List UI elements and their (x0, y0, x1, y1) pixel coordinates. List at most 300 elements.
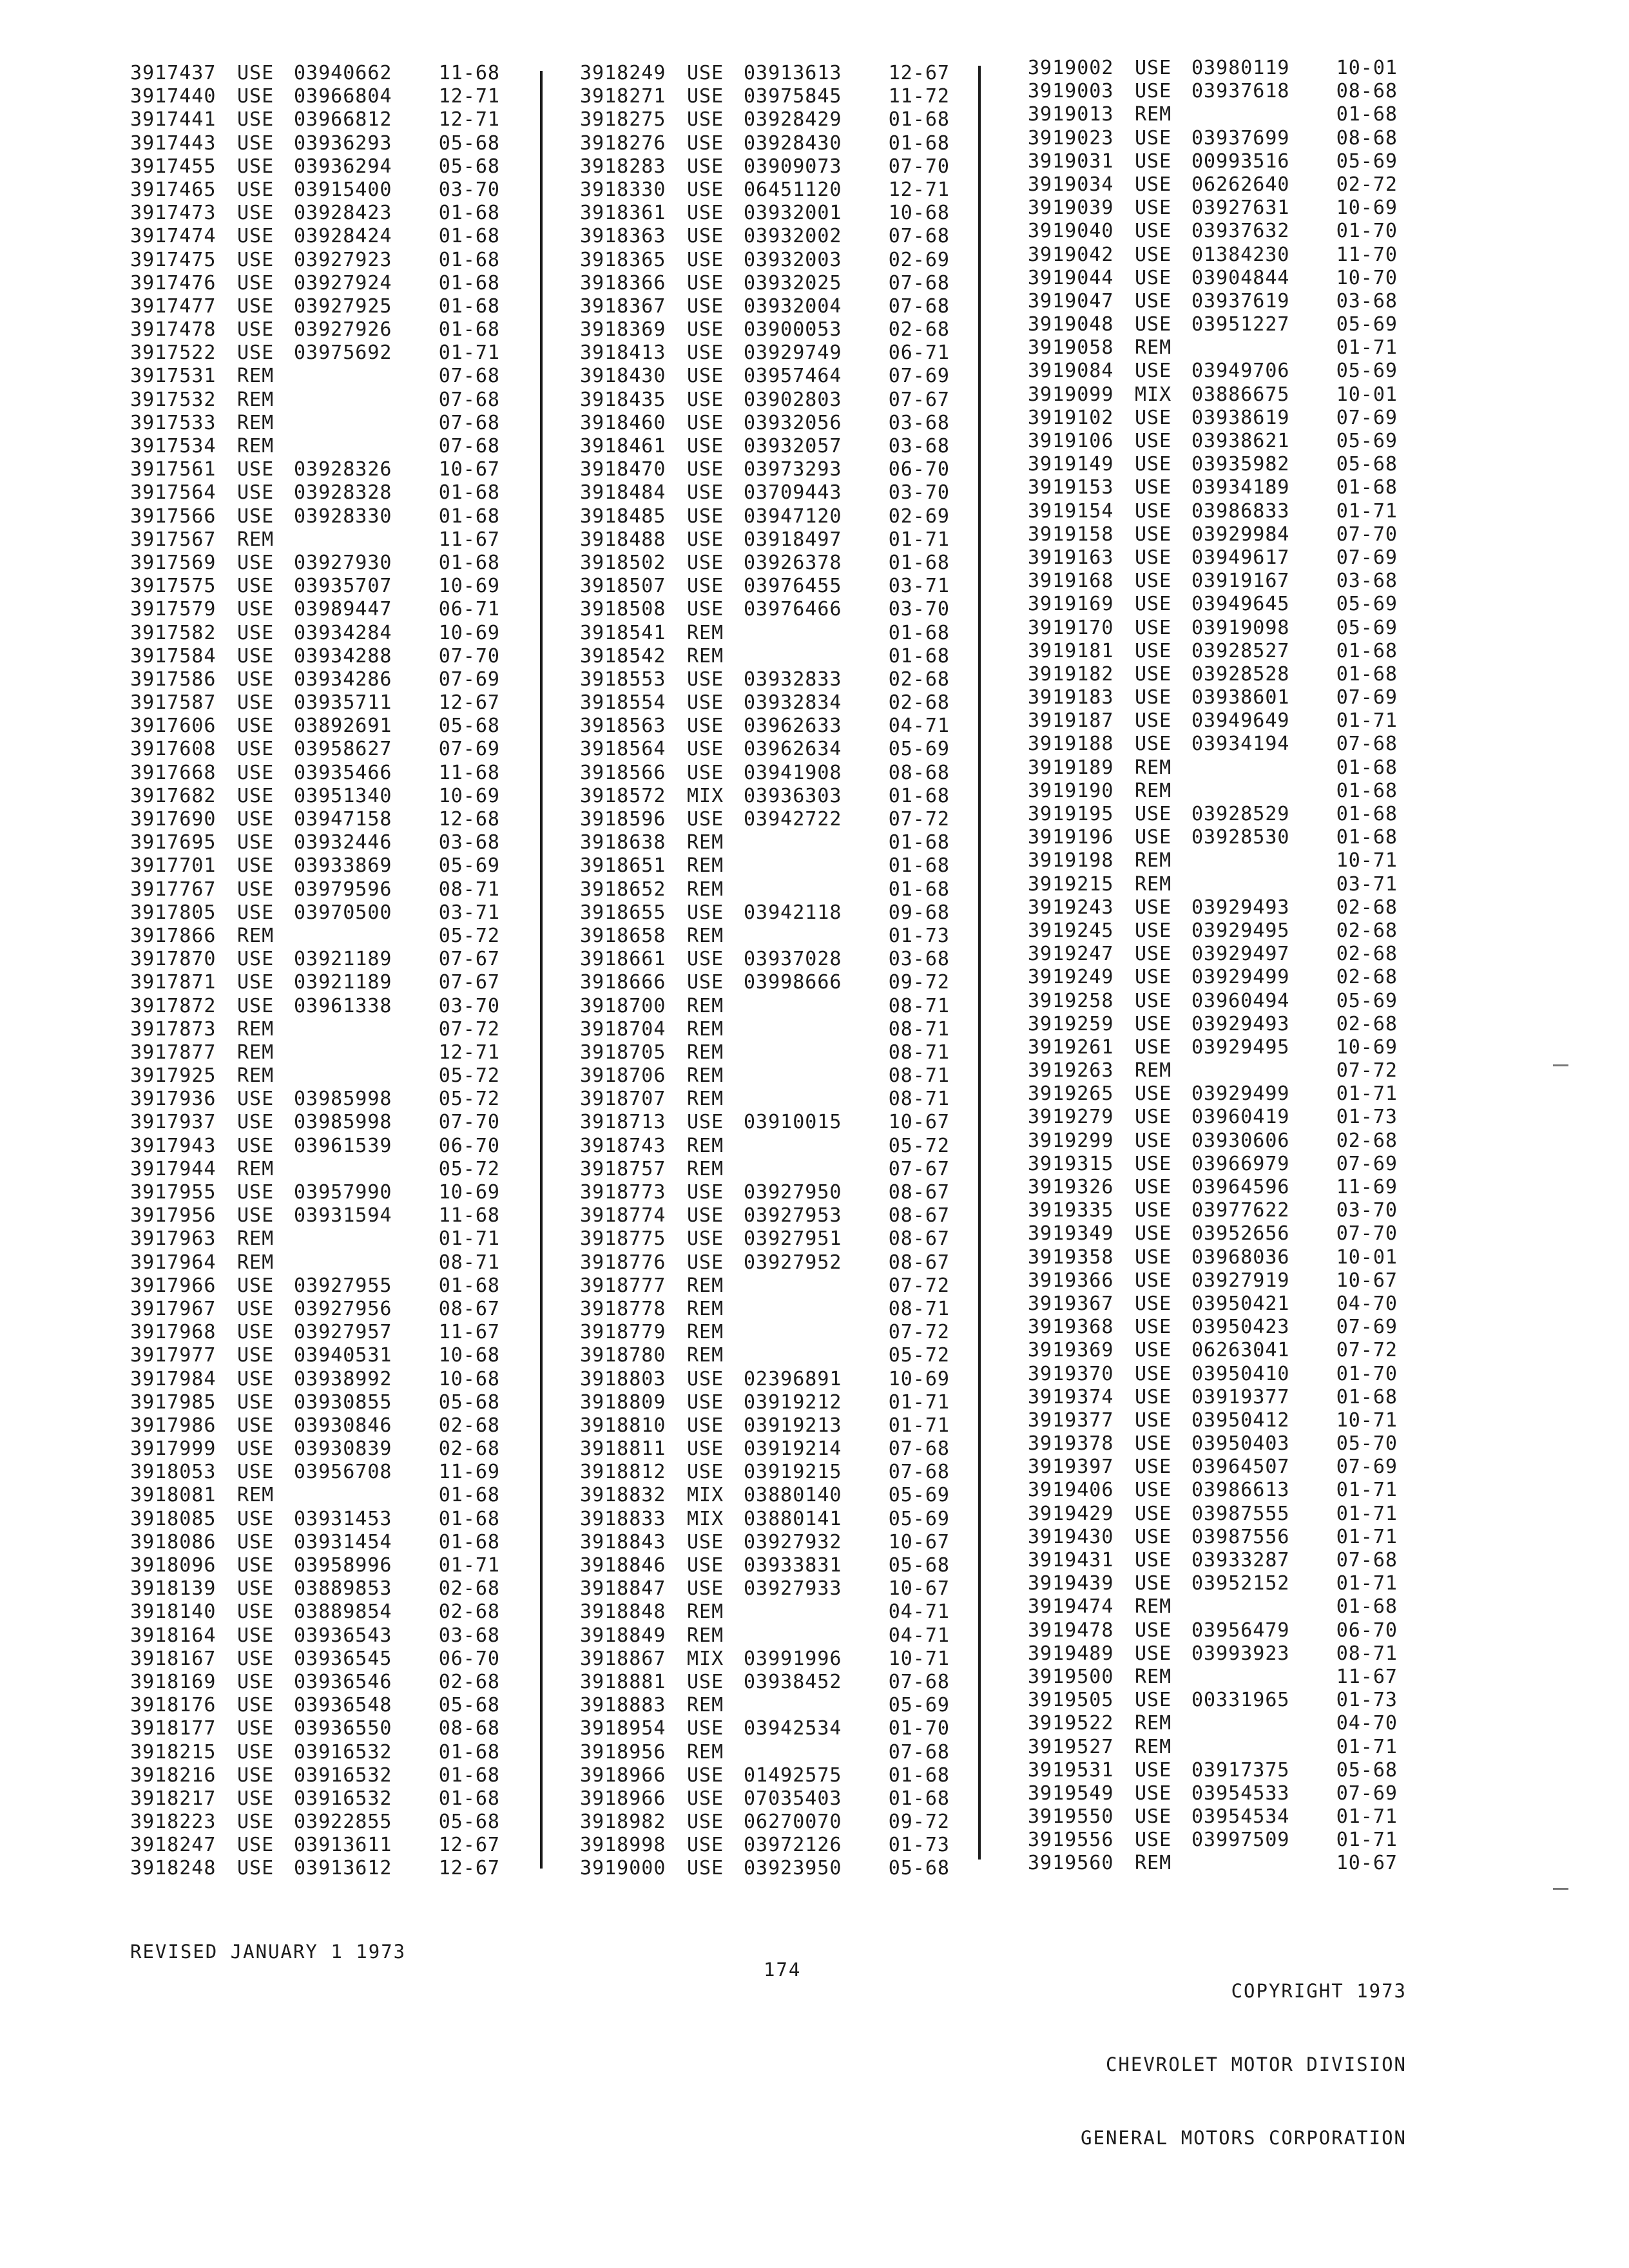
effective-date: 07-72 (888, 1274, 950, 1297)
replacement-part-number: 03928326 (294, 458, 392, 481)
action-code: USE (1135, 943, 1172, 966)
effective-date: 08-71 (1336, 1642, 1398, 1665)
parts-column-1 (130, 62, 543, 1881)
replacement-part-number: 03928529 (1191, 803, 1290, 825)
effective-date: 05-69 (438, 854, 500, 878)
action-code: USE (1135, 1782, 1172, 1805)
part-number: 3919368 (1028, 1316, 1114, 1339)
action-code: USE (237, 1857, 275, 1880)
table-row (130, 1158, 543, 1181)
action-code: REM (237, 411, 275, 434)
replacement-part-number: 03892691 (294, 715, 392, 738)
effective-date: 04-70 (1336, 1292, 1398, 1315)
effective-date: 10-69 (1336, 197, 1398, 220)
part-number: 3917871 (130, 971, 217, 994)
table-row (580, 318, 992, 341)
part-number: 3919182 (1028, 662, 1114, 686)
column-divider (540, 71, 543, 1869)
effective-date: 05-68 (438, 1390, 500, 1414)
table-row (580, 878, 992, 901)
table-row (580, 1834, 992, 1857)
replacement-part-number: 03956479 (1191, 1619, 1290, 1642)
part-number: 3917967 (130, 1297, 217, 1320)
action-code: REM (687, 1600, 724, 1624)
replacement-part-number: 03927923 (294, 248, 392, 271)
replacement-part-number: 03927952 (744, 1251, 842, 1274)
part-number: 3919195 (1028, 803, 1114, 825)
table-row (130, 155, 543, 178)
replacement-part-number: 03950403 (1191, 1432, 1290, 1456)
table-row (580, 1181, 992, 1204)
action-code: USE (687, 1437, 724, 1461)
part-number: 3919549 (1028, 1782, 1114, 1805)
part-number: 3919003 (1028, 80, 1114, 103)
action-code: USE (1135, 639, 1172, 662)
part-number: 3919374 (1028, 1385, 1114, 1408)
table-row (1028, 1595, 1440, 1619)
effective-date: 04-71 (888, 1624, 950, 1647)
part-number: 3919265 (1028, 1082, 1114, 1106)
table-row (580, 622, 992, 645)
effective-date: 02-68 (888, 691, 950, 715)
effective-date: 04-71 (888, 715, 950, 738)
part-number: 3919099 (1028, 383, 1114, 406)
action-code: USE (237, 202, 275, 225)
table-row (580, 1204, 992, 1227)
table-row (130, 1600, 543, 1624)
action-code: USE (1135, 662, 1172, 686)
replacement-part-number: 03927924 (294, 271, 392, 294)
effective-date: 01-68 (438, 1274, 500, 1297)
part-number: 3917690 (130, 808, 217, 831)
effective-date: 04-71 (888, 1600, 950, 1624)
replacement-part-number: 03937618 (1191, 80, 1290, 103)
table-row (130, 1227, 543, 1251)
effective-date: 05-69 (1336, 430, 1398, 452)
effective-date: 07-67 (888, 1157, 950, 1180)
part-number: 3919031 (1028, 149, 1114, 173)
table-row (1028, 593, 1440, 616)
action-code: USE (237, 1134, 275, 1157)
table-row (1028, 1293, 1440, 1316)
part-number: 3917873 (130, 1017, 217, 1041)
table-row (580, 575, 992, 598)
action-code: USE (237, 1717, 275, 1740)
table-row (580, 1414, 992, 1437)
replacement-part-number: 03928424 (294, 225, 392, 248)
action-code: USE (237, 294, 275, 318)
replacement-part-number: 03927957 (294, 1321, 392, 1344)
replacement-part-number: 03709443 (744, 481, 842, 505)
part-number: 3918485 (580, 505, 666, 528)
action-code: REM (1135, 1059, 1172, 1082)
effective-date: 05-72 (888, 1344, 950, 1367)
effective-date: 01-71 (888, 528, 950, 551)
action-code: USE (1135, 1176, 1172, 1198)
table-row (130, 202, 543, 225)
action-code: USE (1135, 1385, 1172, 1408)
table-row (580, 1064, 992, 1088)
action-code: USE (237, 784, 275, 807)
effective-date: 01-71 (1336, 1525, 1398, 1548)
table-row (1028, 336, 1440, 360)
table-row (130, 1181, 543, 1204)
part-number: 3917533 (130, 411, 217, 434)
part-number: 3919023 (1028, 126, 1114, 149)
table-row (130, 925, 543, 948)
table-row (580, 155, 992, 178)
table-row (130, 785, 543, 808)
effective-date: 10-67 (888, 1577, 950, 1600)
part-number: 3919215 (1028, 872, 1114, 896)
action-code: USE (237, 715, 275, 738)
replacement-part-number: 03922855 (294, 1811, 392, 1834)
table-row (1028, 1549, 1440, 1572)
table-row (580, 1694, 992, 1717)
action-code: REM (1135, 1595, 1172, 1619)
table-row (1028, 1572, 1440, 1595)
effective-date: 08-68 (1336, 126, 1398, 149)
part-number: 3917586 (130, 668, 217, 691)
action-code: USE (687, 62, 724, 84)
action-code: REM (687, 1694, 724, 1717)
action-code: USE (1135, 966, 1172, 989)
action-code: USE (687, 202, 724, 225)
part-number: 3917606 (130, 715, 217, 738)
effective-date: 05-72 (438, 1064, 500, 1088)
effective-date: 05-68 (888, 1554, 950, 1577)
part-number: 3918596 (580, 808, 666, 831)
effective-date: 08-71 (888, 994, 950, 1017)
table-row (1028, 57, 1440, 80)
effective-date: 06-70 (888, 458, 950, 481)
part-number: 3918502 (580, 551, 666, 574)
table-row (580, 132, 992, 155)
effective-date: 05-72 (438, 1157, 500, 1180)
action-code: REM (237, 1041, 275, 1064)
part-number: 3917531 (130, 365, 217, 388)
action-code: USE (1135, 1152, 1172, 1175)
action-code: USE (237, 225, 275, 248)
table-row (130, 1741, 543, 1764)
effective-date: 01-71 (1336, 1572, 1398, 1595)
action-code: REM (237, 528, 275, 551)
margin-mark (1553, 1888, 1568, 1890)
action-code: USE (687, 1390, 724, 1414)
action-code: USE (1135, 919, 1172, 942)
part-number: 3917532 (130, 388, 217, 411)
replacement-part-number: 03933831 (744, 1554, 842, 1577)
replacement-part-number: 03930855 (294, 1390, 392, 1414)
action-code: USE (1135, 1619, 1172, 1642)
effective-date: 12-67 (438, 691, 500, 715)
table-row (1028, 290, 1440, 313)
replacement-part-number: 03928328 (294, 481, 392, 505)
effective-date: 03-70 (438, 994, 500, 1017)
effective-date: 03-71 (1336, 872, 1398, 896)
table-row (1028, 896, 1440, 919)
part-number: 3918956 (580, 1740, 666, 1763)
action-code: USE (687, 1670, 724, 1693)
part-number: 3919358 (1028, 1245, 1114, 1269)
action-code: USE (687, 715, 724, 738)
table-row (130, 1251, 543, 1274)
replacement-part-number: 03940531 (294, 1344, 392, 1367)
action-code: REM (237, 365, 275, 388)
effective-date: 10-69 (1336, 1035, 1398, 1059)
replacement-part-number: 03986613 (1191, 1479, 1290, 1502)
effective-date: 05-72 (438, 924, 500, 947)
action-code: USE (237, 994, 275, 1017)
part-number: 3918707 (580, 1088, 666, 1111)
part-number: 3918081 (130, 1484, 217, 1507)
effective-date: 01-68 (438, 294, 500, 318)
replacement-part-number: 03997509 (1191, 1829, 1290, 1852)
action-code: REM (237, 435, 275, 457)
replacement-part-number: 03932004 (744, 294, 842, 318)
action-code: USE (1135, 1269, 1172, 1292)
table-row (130, 1577, 543, 1600)
part-number: 3918966 (580, 1763, 666, 1787)
effective-date: 07-68 (888, 1461, 950, 1484)
part-number: 3917966 (130, 1274, 217, 1297)
part-number: 3919326 (1028, 1176, 1114, 1198)
effective-date: 07-68 (438, 365, 500, 388)
table-row (580, 178, 992, 202)
replacement-part-number: 03951340 (294, 784, 392, 807)
replacement-part-number: 03919167 (1191, 570, 1290, 593)
part-number: 3918140 (130, 1600, 217, 1624)
action-code: USE (1135, 289, 1172, 312)
effective-date: 05-69 (1336, 313, 1398, 336)
action-code: USE (1135, 453, 1172, 476)
action-code: USE (237, 108, 275, 131)
replacement-part-number: 03976466 (744, 598, 842, 621)
table-row (1028, 990, 1440, 1013)
action-code: USE (1135, 826, 1172, 849)
replacement-part-number: 03991996 (744, 1647, 842, 1670)
action-code: USE (237, 1111, 275, 1134)
part-number: 3919369 (1028, 1339, 1114, 1362)
effective-date: 02-68 (888, 318, 950, 341)
part-number: 3917955 (130, 1181, 217, 1204)
effective-date: 07-68 (888, 225, 950, 248)
part-number: 3917522 (130, 341, 217, 365)
replacement-part-number: 03958996 (294, 1554, 392, 1577)
part-number: 3917608 (130, 738, 217, 761)
replacement-part-number: 03919212 (744, 1390, 842, 1414)
table-row (1028, 943, 1440, 966)
effective-date: 10-67 (438, 458, 500, 481)
part-number: 3918541 (580, 621, 666, 644)
part-number: 3918554 (580, 691, 666, 715)
replacement-part-number: 03973293 (744, 458, 842, 481)
part-number: 3919168 (1028, 570, 1114, 593)
action-code: REM (1135, 1852, 1172, 1875)
part-number: 3919040 (1028, 220, 1114, 243)
effective-date: 02-68 (438, 1670, 500, 1693)
replacement-part-number: 03913612 (294, 1857, 392, 1880)
effective-date: 02-68 (1336, 896, 1398, 919)
part-number: 3918542 (580, 644, 666, 668)
action-code: USE (237, 1414, 275, 1437)
action-code: USE (237, 901, 275, 924)
effective-date: 01-68 (888, 784, 950, 807)
part-number: 3918365 (580, 248, 666, 271)
part-number: 3919439 (1028, 1572, 1114, 1595)
replacement-part-number: 03932057 (744, 435, 842, 457)
part-number: 3918809 (580, 1390, 666, 1414)
replacement-part-number: 03928423 (294, 202, 392, 225)
effective-date: 12-67 (438, 1834, 500, 1857)
effective-date: 09-68 (888, 901, 950, 924)
replacement-part-number: 03975845 (744, 85, 842, 108)
replacement-part-number: 03934284 (294, 621, 392, 644)
part-number: 3918271 (580, 85, 666, 108)
effective-date: 10-67 (1336, 1269, 1398, 1292)
replacement-part-number: 03966812 (294, 108, 392, 131)
action-code: USE (687, 505, 724, 528)
effective-date: 06-70 (438, 1134, 500, 1157)
table-row (580, 1484, 992, 1507)
replacement-part-number: 03932446 (294, 831, 392, 854)
table-row (1028, 1432, 1440, 1456)
table-row (130, 1368, 543, 1391)
part-number: 3918743 (580, 1134, 666, 1157)
effective-date: 08-67 (888, 1204, 950, 1227)
replacement-part-number: 03929499 (1191, 1082, 1290, 1106)
replacement-part-number: 03942118 (744, 901, 842, 924)
table-row (130, 738, 543, 761)
table-row (580, 901, 992, 925)
table-row (580, 598, 992, 621)
action-code: USE (1135, 1456, 1172, 1479)
table-row (1028, 1829, 1440, 1852)
effective-date: 01-68 (438, 1787, 500, 1810)
replacement-part-number: 03935982 (1191, 453, 1290, 476)
part-number: 3919430 (1028, 1525, 1114, 1548)
part-number: 3919243 (1028, 896, 1114, 919)
margin-mark (1553, 1064, 1568, 1066)
part-number: 3919106 (1028, 430, 1114, 452)
action-code: USE (687, 435, 724, 457)
copyright-block (1081, 1930, 1407, 2199)
action-code: USE (687, 1577, 724, 1600)
replacement-part-number: 03919215 (744, 1461, 842, 1484)
action-code: USE (237, 1367, 275, 1390)
action-code: REM (237, 1484, 275, 1507)
effective-date: 08-71 (888, 1297, 950, 1320)
effective-date: 03-68 (438, 831, 500, 854)
effective-date: 03-70 (438, 178, 500, 201)
table-row (130, 389, 543, 412)
table-row (580, 1368, 992, 1391)
table-row (1028, 1316, 1440, 1339)
part-number: 3919367 (1028, 1292, 1114, 1315)
effective-date: 03-70 (888, 481, 950, 505)
action-code: REM (687, 1344, 724, 1367)
part-number: 3918706 (580, 1064, 666, 1088)
effective-date: 01-68 (1336, 1385, 1398, 1408)
effective-date: 01-71 (1336, 1829, 1398, 1852)
action-code: REM (687, 1274, 724, 1297)
part-number: 3917473 (130, 202, 217, 225)
part-number: 3918176 (130, 1694, 217, 1717)
replacement-part-number: 03985998 (294, 1111, 392, 1134)
replacement-part-number: 03937632 (1191, 220, 1290, 243)
table-row (130, 552, 543, 575)
table-row (580, 1391, 992, 1414)
part-number: 3917767 (130, 878, 217, 901)
action-code: USE (687, 901, 724, 924)
replacement-part-number: 03929493 (1191, 1012, 1290, 1035)
table-row (130, 622, 543, 645)
action-code: USE (237, 248, 275, 271)
table-row (130, 1717, 543, 1740)
effective-date: 01-71 (438, 1227, 500, 1251)
part-number: 3917575 (130, 575, 217, 598)
action-code: USE (237, 1297, 275, 1320)
part-number: 3917963 (130, 1227, 217, 1251)
action-code: REM (687, 1134, 724, 1157)
effective-date: 01-71 (888, 1390, 950, 1414)
replacement-part-number: 00993516 (1191, 149, 1290, 173)
table-row (1028, 1013, 1440, 1036)
action-code: USE (687, 388, 724, 411)
effective-date: 01-71 (1336, 1735, 1398, 1758)
action-code: REM (687, 924, 724, 947)
action-code: USE (1135, 430, 1172, 452)
page-number: 174 (764, 1959, 802, 1981)
replacement-part-number: 06263041 (1191, 1339, 1290, 1362)
table-row (1028, 173, 1440, 197)
table-row (1028, 244, 1440, 267)
part-number: 3917964 (130, 1251, 217, 1274)
effective-date: 07-69 (1336, 686, 1398, 709)
effective-date: 08-68 (888, 761, 950, 784)
action-code: USE (237, 1577, 275, 1600)
effective-date: 01-68 (888, 878, 950, 901)
table-row (580, 1041, 992, 1064)
table-row (130, 1484, 543, 1507)
action-code: USE (687, 808, 724, 831)
effective-date: 01-73 (1336, 1106, 1398, 1129)
action-code: USE (687, 271, 724, 294)
replacement-part-number: 01492575 (744, 1763, 842, 1787)
replacement-part-number: 03960419 (1191, 1106, 1290, 1129)
part-number: 3917805 (130, 901, 217, 924)
part-number: 3918658 (580, 924, 666, 947)
table-row (580, 1251, 992, 1274)
action-code: USE (687, 1717, 724, 1740)
parts-column-3 (1028, 57, 1440, 1876)
table-row (580, 1321, 992, 1344)
effective-date: 03-68 (888, 435, 950, 457)
action-code: REM (1135, 336, 1172, 360)
replacement-part-number: 03927932 (744, 1530, 842, 1553)
action-code: USE (237, 1694, 275, 1717)
effective-date: 01-71 (438, 1554, 500, 1577)
part-number: 3917566 (130, 505, 217, 528)
action-code: USE (687, 411, 724, 434)
part-number: 3919058 (1028, 336, 1114, 360)
effective-date: 10-71 (888, 1647, 950, 1670)
table-row (1028, 103, 1440, 126)
table-row (1028, 709, 1440, 733)
replacement-part-number: 03947158 (294, 808, 392, 831)
table-row (1028, 803, 1440, 826)
effective-date: 07-72 (1336, 1059, 1398, 1082)
